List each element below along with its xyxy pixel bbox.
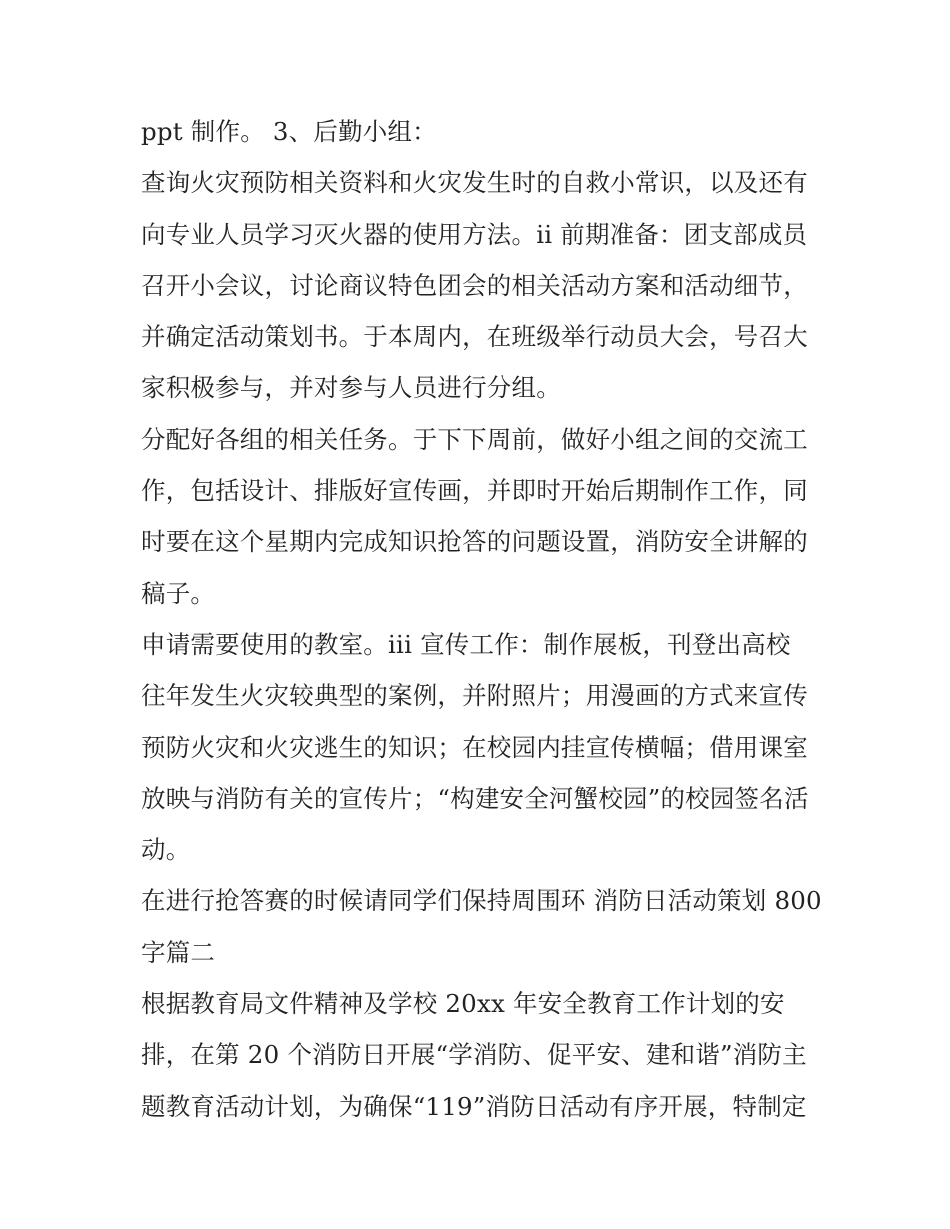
text-line: 往年发生火灾较典型的案例，并附照片；用漫画的方式来宣传 [141, 681, 808, 711]
text-line: 查询火灾预防相关资料和火灾发生时的自救小常识，以及还有 [141, 168, 808, 198]
text-line: 申请需要使用的教室。iii 宣传工作：制作展板，刊登出高校 [141, 629, 791, 659]
text-line: 在进行抢答赛的时候请同学们保持周围环 消防日活动策划 800 [141, 886, 822, 916]
document-body [141, 106, 821, 1132]
text-line: 字篇二 [141, 937, 216, 967]
text-line: 分配好各组的相关任务。于下下周前，做好小组之间的交流工 [141, 424, 808, 454]
text-line: 预防火灾和火灾逃生的知识；在校园内挂宣传横幅；借用课室 [141, 732, 808, 762]
text-line: 并确定活动策划书。于本周内，在班级举行动员大会，号召大 [141, 322, 808, 352]
text-line: 召开小会议，讨论商议特色团会的相关活动方案和活动细节， [141, 270, 808, 300]
text-line: 向专业人员学习灭火器的使用方法。ii 前期准备：团支部成员 [141, 219, 808, 249]
text-line: 排，在第 20 个消防日开展“学消防、促平安、建和谐”消防主 [141, 1040, 807, 1070]
text-line: 时要在这个星期内完成知识抢答的问题设置，消防安全讲解的 [141, 527, 808, 557]
text-line: 放映与消防有关的宣传片；“构建安全河蟹校园”的校园签名活 [141, 783, 809, 813]
text-line: 动。 [141, 835, 191, 865]
text-line: 根据教育局文件精神及学校 20xx 年安全教育工作计划的安 [141, 989, 785, 1019]
text-line: 作，包括设计、排版好宣传画，并即时开始后期制作工作，同 [141, 476, 808, 506]
text-line: 家积极参与，并对参与人员进行分组。 [141, 373, 561, 403]
text-line: 题教育活动计划，为确保“119”消防日活动有序开展，特制定 [141, 1091, 807, 1121]
text-line: ppt 制作。 3、后勤小组： [141, 117, 437, 146]
text-line: 稿子。 [141, 578, 216, 608]
